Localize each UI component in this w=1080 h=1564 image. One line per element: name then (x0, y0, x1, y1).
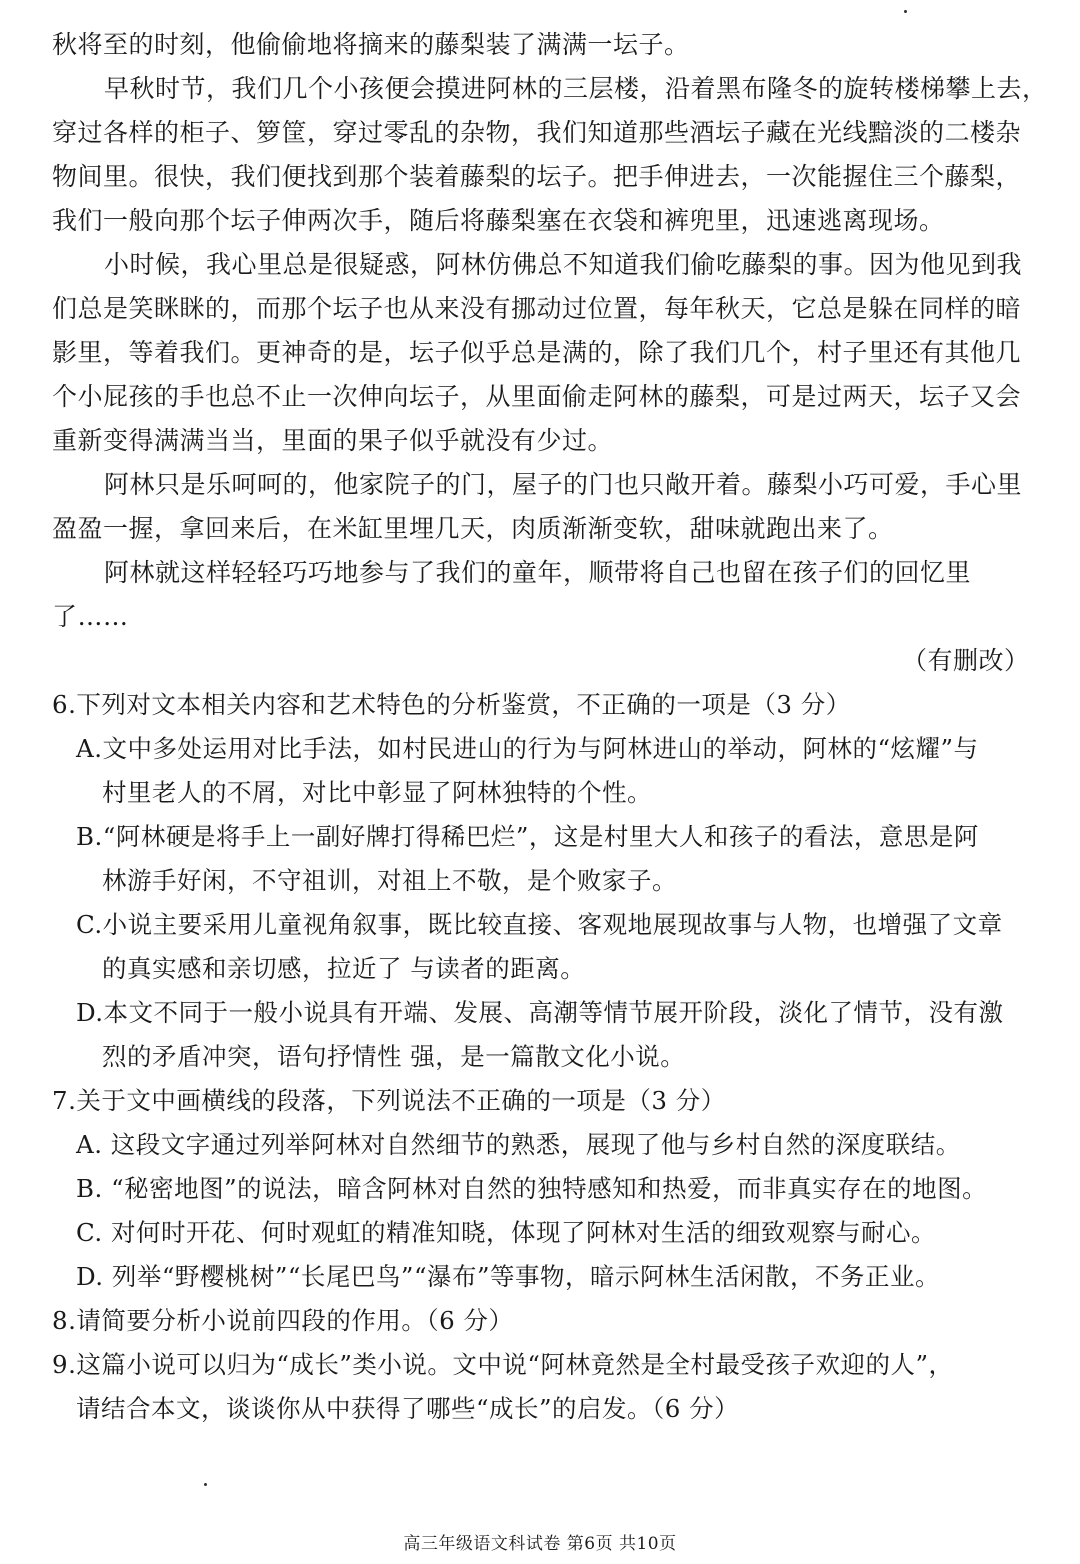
passage-line: 盈盈一握，拿回来后，在米缸里埋几天，肉质渐渐变软，甜味就跑出来了。 (52, 514, 894, 543)
question-6-option-c: 的真实感和亲切感，拉近了 与读者的距离。 (102, 954, 586, 983)
question-9-stem: 9.这篇小说可以归为“成长”类小说。文中说“阿林竟然是全村最受孩子欢迎的人”， (52, 1350, 954, 1379)
question-6-option-c: C.小说主要采用儿童视角叙事，既比较直接、客观地展现故事与人物，也增强了文章 (76, 910, 1003, 939)
passage-line: 影里，等着我们。更神奇的是，坛子似乎总是满的，除了我们几个，村子里还有其他几 (52, 338, 1022, 367)
question-8-stem: 8.请简要分析小说前四段的作用。（6 分） (52, 1306, 514, 1335)
question-7-option-a: A. 这段文字通过列举阿林对自然细节的熟悉，展现了他与乡村自然的深度联结。 (76, 1130, 961, 1159)
question-6-option-d: D.本文不同于一般小说具有开端、发展、高潮等情节展开阶段，淡化了情节，没有激 (76, 998, 1004, 1027)
passage-line: 了…… (52, 602, 129, 631)
question-6-option-d: 烈的矛盾冲突，语句抒情性 强，是一篇散文化小说。 (102, 1042, 686, 1071)
scan-speck (204, 1483, 207, 1486)
passage-line: 阿林就这样轻轻巧巧地参与了我们的童年，顺带将自己也留在孩子们的回忆里 (104, 558, 972, 587)
passage-line: 阿林只是乐呵呵的，他家院子的门，屋子的门也只敞开着。藤梨小巧可爱，手心里 (104, 470, 1023, 499)
passage-line: 穿过各样的柜子、箩筐，穿过零乱的杂物，我们知道那些酒坛子藏在光线黯淡的二楼杂 (52, 118, 1022, 147)
passage-line: 重新变得满满当当，里面的果子似乎就没有少过。 (52, 426, 614, 455)
question-7-option-d: D. 列举“野樱桃树”“长尾巴鸟”“瀑布”等事物，暗示阿林生活闲散，不务正业。 (76, 1262, 940, 1291)
passage-line: 早秋时节，我们几个小孩便会摸进阿林的三层楼，沿着黑布隆冬的旋转楼梯攀上去， (104, 74, 1048, 103)
question-6-stem: 6.下列对文本相关内容和艺术特色的分析鉴赏，不正确的一项是（3 分） (52, 690, 851, 719)
revision-note: （有删改） (902, 646, 1030, 675)
passage-line: 我们一般向那个坛子伸两次手，随后将藤梨塞在衣袋和裤兜里，迅速逃离现场。 (52, 206, 945, 235)
question-7-stem: 7.关于文中画横线的段落，下列说法不正确的一项是（3 分） (52, 1086, 726, 1115)
question-6-option-a: A.文中多处运用对比手法，如村民进山的行为与阿林进山的举动，阿林的“炫耀”与 (76, 734, 979, 763)
page-footer: 高三年级语文科试卷 第6页 共10页 (403, 1534, 677, 1554)
question-6-option-a: 村里老人的不屑，对比中彰显了阿林独特的个性。 (102, 778, 652, 807)
question-6-option-b: 林游手好闲，不守祖训，对祖上不敬，是个败家子。 (102, 866, 677, 895)
scan-speck (904, 10, 907, 13)
question-9-stem: 请结合本文，谈谈你从中获得了哪些“成长”的启发。（6 分） (76, 1394, 740, 1423)
passage-line: 小时候，我心里总是很疑惑，阿林仿佛总不知道我们偷吃藤梨的事。因为他见到我 (104, 250, 1023, 279)
question-7-option-b: B. “秘密地图”的说法，暗含阿林对自然的独特感知和热爱，而非真实存在的地图。 (76, 1174, 988, 1203)
question-6-option-b: B.“阿林硬是将手上一副好牌打得稀巴烂”，这是村里大人和孩子的看法，意思是阿 (76, 822, 979, 851)
passage-line: 个小屁孩的手也总不止一次伸向坛子，从里面偷走阿林的藤梨，可是过两天，坛子又会 (52, 382, 1022, 411)
question-7-option-c: C. 对何时开花、何时观虹的精准知晓，体现了阿林对生活的细致观察与耐心。 (76, 1218, 936, 1247)
passage-line: 秋将至的时刻，他偷偷地将摘来的藤梨装了满满一坛子。 (52, 30, 690, 59)
passage-line: 们总是笑眯眯的，而那个坛子也从来没有挪动过位置，每年秋天，它总是躲在同样的暗 (52, 294, 1022, 323)
passage-line: 物间里。很快，我们便找到那个装着藤梨的坛子。把手伸进去，一次能握住三个藤梨， (52, 162, 1022, 191)
